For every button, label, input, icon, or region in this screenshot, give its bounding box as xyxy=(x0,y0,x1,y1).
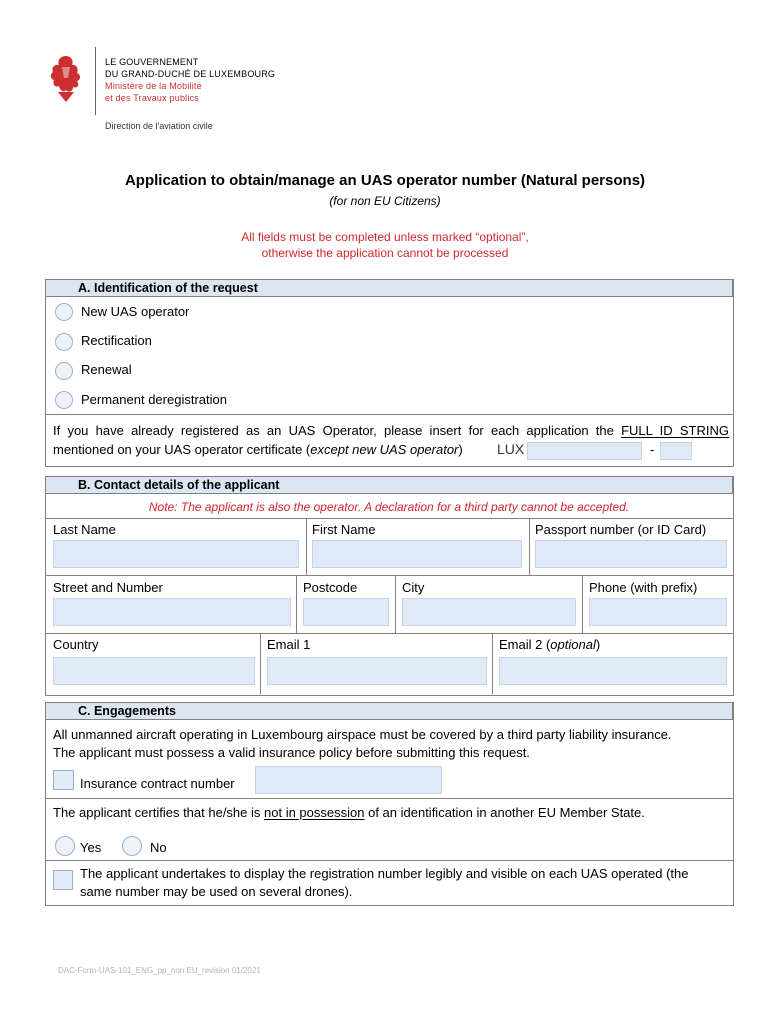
rectification-radio[interactable] xyxy=(55,333,73,351)
form-reference-footer: DAC-Form-UAS-101_ENG_pp_non EU_revision 01/2021 xyxy=(58,966,261,975)
id-text-part2a: mentioned on your UAS operator certificate ( xyxy=(53,442,311,457)
deregistration-radio[interactable] xyxy=(55,391,73,409)
deregistration-label: Permanent deregistration xyxy=(81,392,227,407)
ministry-line-2: et des Travaux publics xyxy=(105,93,199,103)
last-name-label: Last Name xyxy=(53,522,116,537)
id-text-part2b: ) xyxy=(458,442,463,457)
display-registration-checkbox[interactable] xyxy=(53,870,73,890)
warning-line-2: otherwise the application cannot be processed xyxy=(261,246,509,260)
insurance-requirement-line-2: The applicant must possess a valid insurance policy before submitting this request. xyxy=(53,745,530,760)
no-radio[interactable] xyxy=(122,836,142,856)
section-c-heading: C. Engagements xyxy=(45,702,733,720)
passport-input[interactable] xyxy=(535,540,727,568)
applicant-note: Note: The applicant is also the operator. A declaration for a third party cannot be accepted. xyxy=(148,500,630,514)
section-c-divider-1 xyxy=(45,798,733,799)
warning-line-1: All fields must be completed unless marked “optional”, xyxy=(241,230,529,244)
yes-label: Yes xyxy=(80,840,102,855)
row1-top-line xyxy=(45,518,733,519)
street-input[interactable] xyxy=(53,598,291,626)
renewal-label: Renewal xyxy=(81,362,132,377)
certify-part2: of an identification in another EU Member State. xyxy=(368,805,645,820)
email2-label xyxy=(499,637,600,652)
postcode-input[interactable] xyxy=(303,598,389,626)
yes-radio[interactable] xyxy=(55,836,75,856)
page-title: Application to obtain/manage an UAS operator number (Natural persons) xyxy=(124,172,646,189)
not-in-possession-emphasis: not in possession xyxy=(264,805,365,820)
insurance-checkbox[interactable] xyxy=(53,770,74,790)
row1-divider-1 xyxy=(306,518,307,575)
section-a-heading: A. Identification of the request xyxy=(45,279,733,297)
new-operator-radio[interactable] xyxy=(55,303,73,321)
display-registration-line-2: same number may be used on several drones). xyxy=(80,884,353,899)
required-fields-warning xyxy=(0,229,770,261)
country-label: Country xyxy=(53,637,99,652)
display-registration-line-1: The applicant undertakes to display the registration number legibly and visible on each UAS operated (the xyxy=(80,866,689,881)
phone-input[interactable] xyxy=(589,598,727,626)
row2-top-line xyxy=(45,575,733,576)
country-input[interactable] xyxy=(53,657,255,685)
certification-statement xyxy=(53,804,645,822)
gov-line-2: DU GRAND-DUCHÉ DE LUXEMBOURG xyxy=(105,69,276,79)
luxembourg-lion-logo xyxy=(46,52,86,104)
insurance-contract-label: Insurance contract number xyxy=(80,776,235,791)
first-name-input[interactable] xyxy=(312,540,522,568)
email1-input[interactable] xyxy=(267,657,487,685)
row3-top-line xyxy=(45,633,733,634)
page-subtitle: (for non EU Citizens) xyxy=(329,194,441,208)
insurance-requirement-line-1: All unmanned aircraft operating in Luxembourg airspace must be covered by a third party liability insurance. xyxy=(53,727,672,742)
passport-label: Passport number (or ID Card) xyxy=(535,522,707,537)
postcode-label: Postcode xyxy=(303,580,358,595)
operator-id-instruction-line-1 xyxy=(53,422,729,440)
government-name xyxy=(105,56,275,104)
city-label: City xyxy=(402,580,425,595)
email2-label-prefix: Email 2 ( xyxy=(499,637,551,652)
email2-optional-marker: optional xyxy=(550,637,596,652)
id-text-italic: except new UAS operator xyxy=(310,442,459,457)
insurance-contract-input[interactable] xyxy=(255,766,442,794)
street-label: Street and Number xyxy=(53,580,163,595)
new-operator-label: New UAS operator xyxy=(81,304,190,319)
phone-label: Phone (with prefix) xyxy=(589,580,698,595)
row3-divider-1 xyxy=(260,633,261,694)
header-divider xyxy=(95,47,96,115)
no-label: No xyxy=(150,840,167,855)
row3-divider-2 xyxy=(492,633,493,694)
section-b-heading: B. Contact details of the applicant xyxy=(45,476,733,494)
id-prefix: LUX xyxy=(497,441,525,457)
renewal-radio[interactable] xyxy=(55,362,73,380)
row1-divider-2 xyxy=(529,518,530,575)
city-input[interactable] xyxy=(402,598,576,626)
row2-divider-3 xyxy=(582,575,583,633)
email1-label: Email 1 xyxy=(267,637,311,652)
full-id-string-emphasis: FULL ID STRING xyxy=(621,423,729,438)
last-name-input[interactable] xyxy=(53,540,299,568)
operator-id-instruction-line-2 xyxy=(53,441,463,459)
section-c-divider-2 xyxy=(45,860,733,861)
first-name-label: First Name xyxy=(312,522,376,537)
row2-divider-1 xyxy=(296,575,297,633)
rectification-label: Rectification xyxy=(81,333,152,348)
certify-part1: The applicant certifies that he/she is xyxy=(53,805,261,820)
direction-name: Direction de l'aviation civile xyxy=(105,121,213,131)
operator-id-suffix-input[interactable] xyxy=(660,442,692,460)
email2-label-suffix: ) xyxy=(595,637,601,652)
section-a-divider xyxy=(45,414,733,415)
id-text-part1: If you have already registered as an UAS Operator, please insert for each application the xyxy=(53,423,614,438)
ministry-line-1: Ministère de la Mobilité xyxy=(105,81,202,91)
gov-line-1: LE GOUVERNEMENT xyxy=(105,57,199,67)
id-separator: - xyxy=(650,442,655,457)
operator-id-input[interactable] xyxy=(527,442,642,460)
email2-input[interactable] xyxy=(499,657,727,685)
row2-divider-2 xyxy=(395,575,396,633)
